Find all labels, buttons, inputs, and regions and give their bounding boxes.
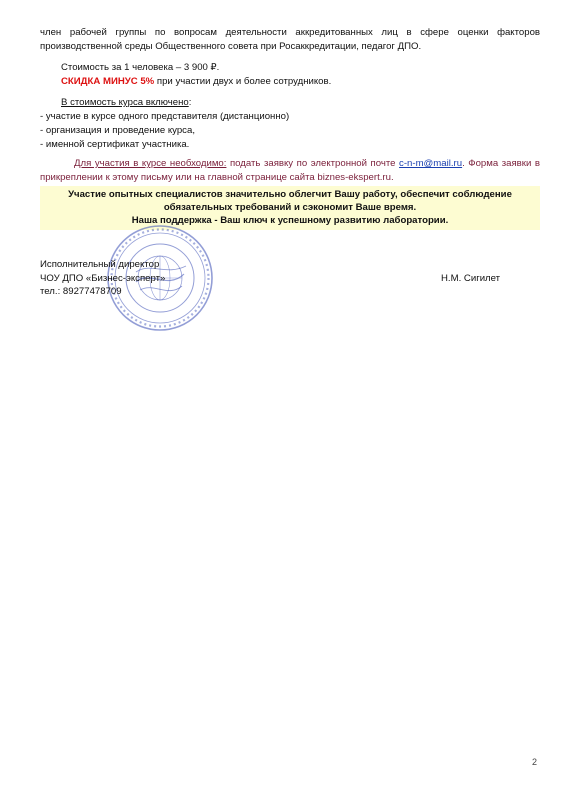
intro-line-2: производственной среды Общественного совета при Росаккредитации, педагог ДПО. xyxy=(40,41,422,52)
page-number: 2 xyxy=(531,757,537,767)
application-line-2: прикреплении к этому письму или на главной странице сайта biznes-ekspert.ru. xyxy=(40,172,394,183)
banner-line-1: Участие опытных специалистов значительно облегчит Вашу работу, обеспечит соблюдение xyxy=(68,189,512,200)
signature-name: Н.М. Сигилет xyxy=(441,273,501,284)
banner-line-3: Наша поддержка - Ваш ключ к успешному развитию лаборатории. xyxy=(131,215,449,226)
application-line-1 xyxy=(74,157,540,170)
includes-item: - организация и проведение курса, xyxy=(40,125,195,136)
cost-line: Стоимость за 1 человека – 3 900 ₽. xyxy=(61,62,220,73)
includes-heading: В стоимость курса включено xyxy=(61,97,189,108)
includes-item: - участие в курсе одного представителя (дистанционно) xyxy=(40,111,290,122)
discount-line xyxy=(61,75,541,88)
includes-item: - именной сертификат участника. xyxy=(40,139,190,150)
intro-line-1: член рабочей группы по вопросам деятельности аккредитованных лиц в сфере оценки факторов xyxy=(40,27,540,38)
signature-phone: тел.: 89277478709 xyxy=(40,286,122,297)
application-label: Для участия в курсе необходимо: xyxy=(74,158,227,169)
application-text: подать заявку по электронной почте xyxy=(226,158,400,169)
discount-text: при участии двух и более сотрудников. xyxy=(154,76,332,87)
signature-org: ЧОУ ДПО «Бизнес-эксперт» xyxy=(40,273,166,284)
includes-colon: : xyxy=(188,97,192,108)
application-text-2: . Форма заявки в xyxy=(462,158,540,169)
email-link[interactable]: c-n-m@mail.ru xyxy=(399,158,463,169)
signature-title: Исполнительный директор xyxy=(40,259,160,270)
includes-heading-line xyxy=(61,96,541,109)
signature-org-line xyxy=(40,272,560,285)
banner-line-2: обязательных требований и сэкономит Ваше время. xyxy=(163,202,417,213)
discount-label: СКИДКА МИНУС 5% xyxy=(61,76,155,87)
